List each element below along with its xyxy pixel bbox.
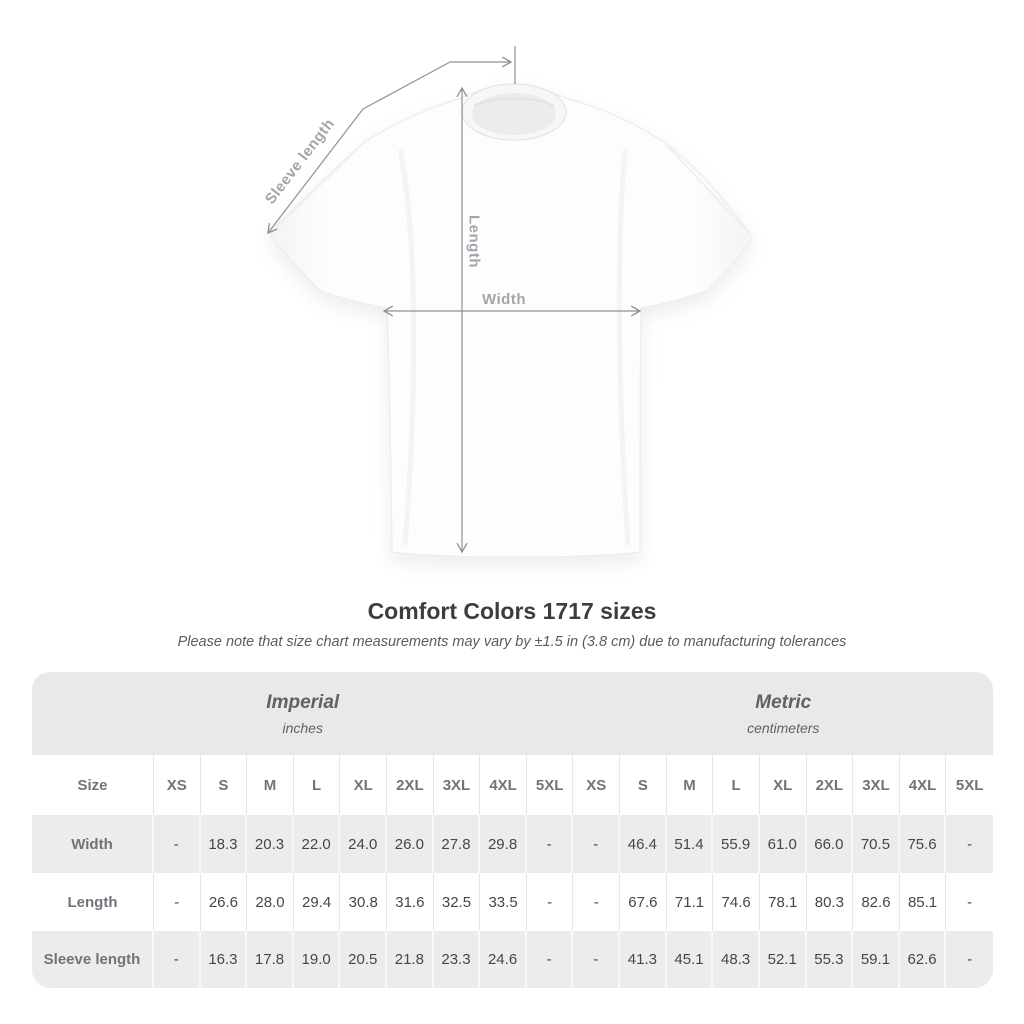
sleeve-metric-3xl: 59.1 [853, 931, 900, 988]
sleeve-metric-l: 48.3 [713, 931, 760, 988]
size-header-imperial-l: L [294, 755, 341, 815]
width-imperial-s: 18.3 [201, 815, 248, 873]
size-header-metric-5xl: 5XL [946, 755, 993, 815]
length-imperial-3xl: 32.5 [434, 873, 481, 931]
sleeve-imperial-xs: - [154, 931, 201, 988]
size-header-metric-l: L [713, 755, 760, 815]
width-imperial-xs: - [154, 815, 201, 873]
width-imperial-m: 20.3 [247, 815, 294, 873]
width-metric-m: 51.4 [667, 815, 714, 873]
size-header-metric-4xl: 4XL [900, 755, 947, 815]
width-imperial-2xl: 26.0 [387, 815, 434, 873]
width-metric-5xl: - [946, 815, 993, 873]
width-row [32, 815, 993, 873]
size-header-imperial-3xl: 3XL [434, 755, 481, 815]
size-header-metric-3xl: 3XL [853, 755, 900, 815]
length-imperial-m: 28.0 [247, 873, 294, 931]
size-header-metric-xs: XS [573, 755, 620, 815]
sleeve-arrow-upper [363, 62, 450, 109]
metric-band-name: Metric [755, 691, 812, 713]
width-imperial-4xl: 29.8 [480, 815, 527, 873]
length-metric-3xl: 82.6 [853, 873, 900, 931]
sleeve-length-label: Sleeve length [261, 115, 339, 208]
unit-band-row [32, 672, 993, 755]
width-imperial-5xl: - [527, 815, 574, 873]
size-header-imperial-2xl: 2XL [387, 755, 434, 815]
width-imperial-l: 22.0 [294, 815, 341, 873]
size-header-imperial-4xl: 4XL [480, 755, 527, 815]
length-metric-s: 67.6 [620, 873, 667, 931]
width-imperial-xl: 24.0 [340, 815, 387, 873]
width-metric-4xl: 75.6 [900, 815, 947, 873]
sleeve-metric-xl: 52.1 [760, 931, 807, 988]
length-metric-m: 71.1 [667, 873, 714, 931]
size-header-row [32, 755, 993, 815]
length-metric-xl: 78.1 [760, 873, 807, 931]
size-header-metric-xl: XL [760, 755, 807, 815]
width-label: Width [481, 291, 526, 308]
page-title: Comfort Colors 1717 sizes [367, 598, 657, 624]
sleeve-metric-xs: - [573, 931, 620, 988]
length-imperial-xl: 30.8 [340, 873, 387, 931]
width-metric-l: 55.9 [713, 815, 760, 873]
sleeve-length-row [32, 931, 993, 988]
sleeve-metric-2xl: 55.3 [807, 931, 854, 988]
size-header-imperial-xs: XS [154, 755, 201, 815]
sleeve-imperial-s: 16.3 [201, 931, 248, 988]
width-row-label: Width [32, 815, 154, 873]
length-metric-l: 74.6 [713, 873, 760, 931]
size-header-imperial-5xl: 5XL [527, 755, 574, 815]
sleeve-imperial-3xl: 23.3 [434, 931, 481, 988]
length-imperial-s: 26.6 [201, 873, 248, 931]
metric-band-unit: centimeters [747, 719, 820, 736]
length-row-label: Length [32, 873, 154, 931]
length-imperial-l: 29.4 [294, 873, 341, 931]
width-metric-3xl: 70.5 [853, 815, 900, 873]
length-row [32, 873, 993, 931]
sleeve-imperial-2xl: 21.8 [387, 931, 434, 988]
length-metric-xs: - [573, 873, 620, 931]
width-metric-s: 46.4 [620, 815, 667, 873]
length-imperial-5xl: - [527, 873, 574, 931]
width-metric-2xl: 66.0 [807, 815, 854, 873]
imperial-band-name: Imperial [266, 691, 340, 713]
tshirt-shape [271, 84, 751, 557]
length-metric-2xl: 80.3 [807, 873, 854, 931]
length-metric-5xl: - [946, 873, 993, 931]
sleeve-metric-s: 41.3 [620, 931, 667, 988]
sleeve-imperial-xl: 20.5 [340, 931, 387, 988]
width-imperial-3xl: 27.8 [434, 815, 481, 873]
sleeve-metric-5xl: - [946, 931, 993, 988]
size-header-metric-m: M [667, 755, 714, 815]
size-header-metric-s: S [620, 755, 667, 815]
size-header-imperial-s: S [201, 755, 248, 815]
size-header-metric-2xl: 2XL [807, 755, 854, 815]
sleeve-imperial-l: 19.0 [294, 931, 341, 988]
imperial-band [32, 672, 573, 755]
imperial-band-unit: inches [282, 719, 323, 736]
size-header-imperial-xl: XL [340, 755, 387, 815]
sleeve-length-row-label: Sleeve length [32, 931, 154, 988]
sleeve-metric-m: 45.1 [667, 931, 714, 988]
length-imperial-4xl: 33.5 [480, 873, 527, 931]
length-metric-4xl: 85.1 [900, 873, 947, 931]
length-imperial-2xl: 31.6 [387, 873, 434, 931]
size-header-imperial-m: M [247, 755, 294, 815]
metric-band [573, 672, 993, 755]
sleeve-imperial-m: 17.8 [247, 931, 294, 988]
size-chart-table [32, 672, 993, 988]
length-label: Length [465, 215, 483, 268]
length-imperial-xs: - [154, 873, 201, 931]
size-column-header: Size [32, 755, 154, 815]
tolerance-note: Please note that size chart measurements may vary by ±1.5 in (3.8 cm) due to manufacturing tolerances [177, 634, 847, 650]
sleeve-imperial-5xl: - [527, 931, 574, 988]
width-metric-xs: - [573, 815, 620, 873]
sleeve-imperial-4xl: 24.6 [480, 931, 527, 988]
width-metric-xl: 61.0 [760, 815, 807, 873]
sleeve-metric-4xl: 62.6 [900, 931, 947, 988]
